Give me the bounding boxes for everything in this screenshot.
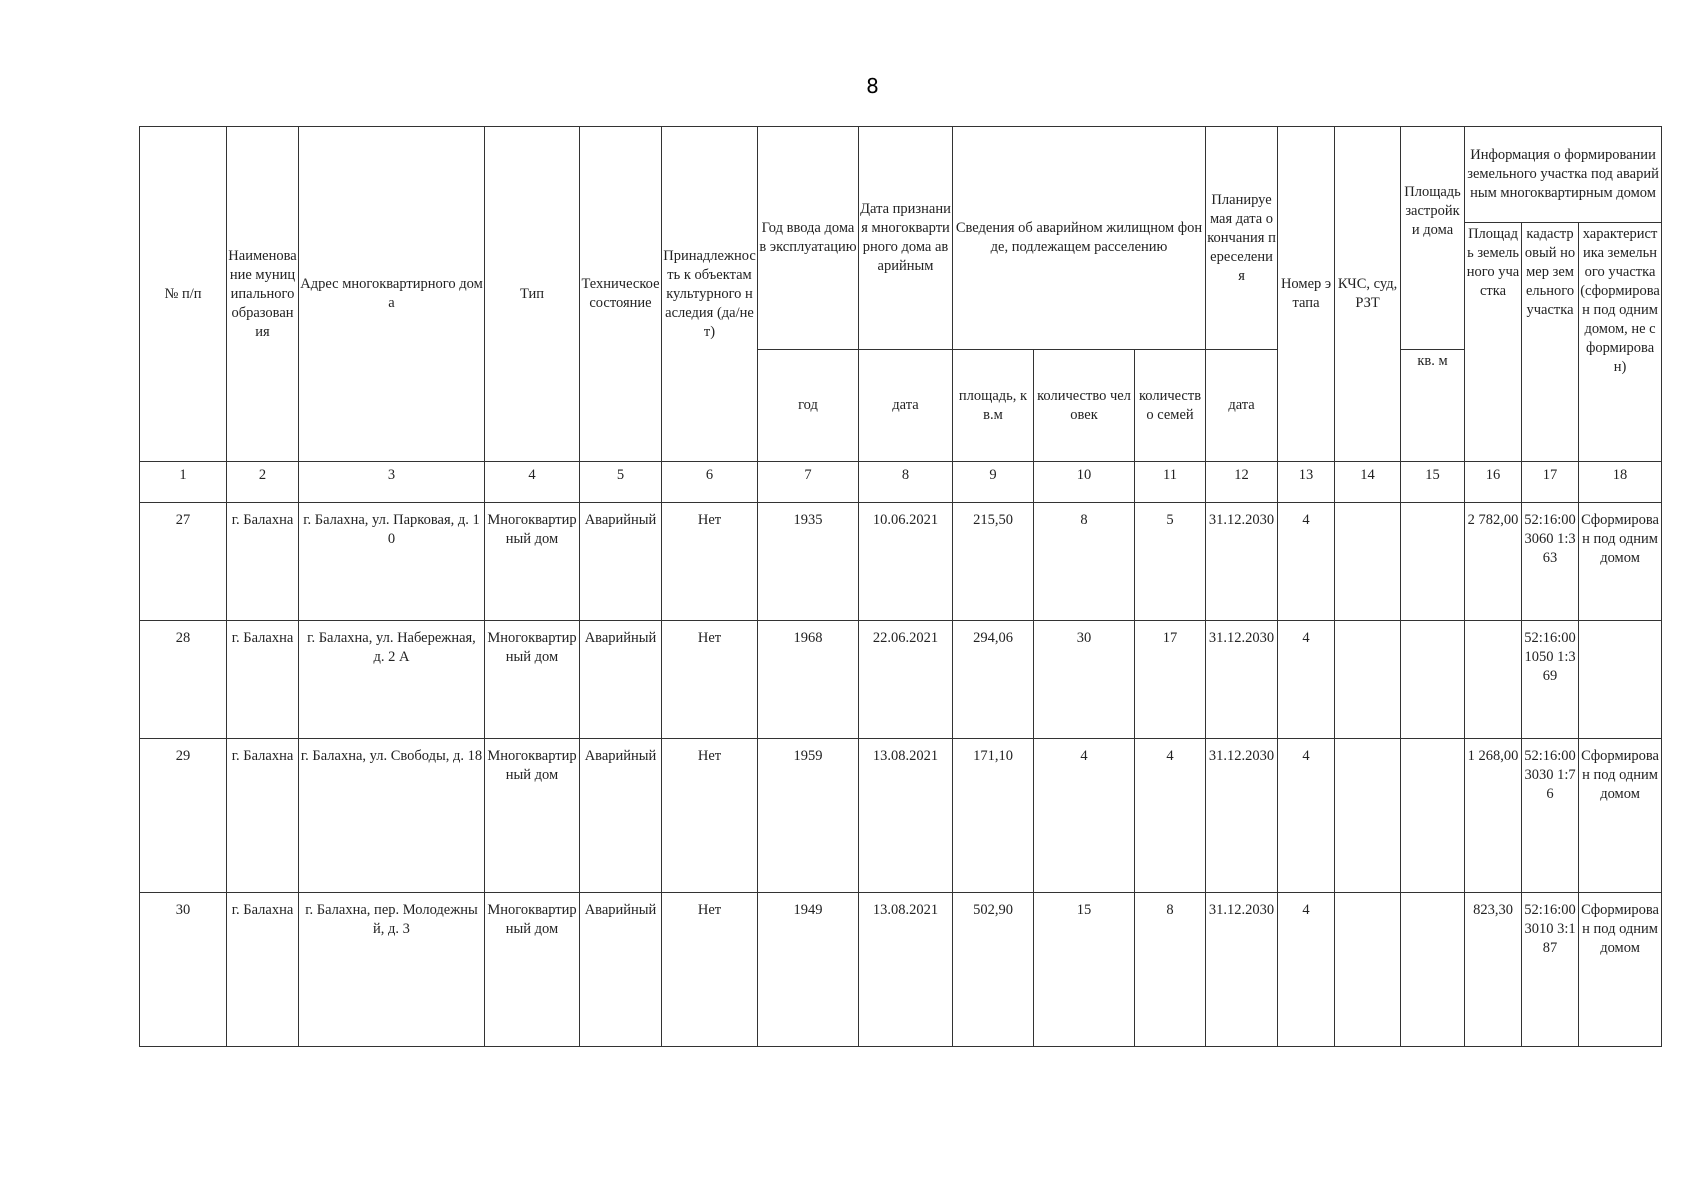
cell-plan-date: 31.12.2030 xyxy=(1206,739,1278,893)
cell-address: г. Балахна, ул. Набережная, д. 2 А xyxy=(299,621,485,739)
cell-land-char xyxy=(1579,621,1662,739)
cell-build-area xyxy=(1401,739,1465,893)
cell-address: г. Балахна, ул. Парковая, д. 10 xyxy=(299,503,485,621)
header-land-char: характеристика земельного участка (сформирован под одним домом, не сформирован) xyxy=(1579,223,1662,462)
header-num: № п/п xyxy=(140,127,227,462)
cell-land-area: 823,30 xyxy=(1465,893,1522,1047)
column-number: 6 xyxy=(662,462,758,503)
header-year: Год ввода дома в эксплуатацию xyxy=(758,127,859,350)
cell-cadastral: 52:16:001050 1:369 xyxy=(1522,621,1579,739)
column-number: 16 xyxy=(1465,462,1522,503)
cell-type: Многоквартирный дом xyxy=(485,893,580,1047)
cell-stage: 4 xyxy=(1278,621,1335,739)
cell-kchs xyxy=(1335,893,1401,1047)
table-row xyxy=(140,503,1662,621)
column-number: 18 xyxy=(1579,462,1662,503)
cell-year: 1935 xyxy=(758,503,859,621)
cell-state: Аварийный xyxy=(580,893,662,1047)
header-address: Адрес многоквартирного дома xyxy=(299,127,485,462)
header-cadastral: кадастровый номер земельного участка xyxy=(1522,223,1579,462)
subheader-year: год xyxy=(758,350,859,462)
cell-families: 17 xyxy=(1135,621,1206,739)
subheader-date: дата xyxy=(859,350,953,462)
cell-people: 8 xyxy=(1034,503,1135,621)
header-plan-date: Планируемая дата окончания переселения xyxy=(1206,127,1278,350)
header-stage: Номер этапа xyxy=(1278,127,1335,462)
cell-area: 294,06 xyxy=(953,621,1034,739)
column-number: 7 xyxy=(758,462,859,503)
header-land-area: Площадь земельного участка xyxy=(1465,223,1522,462)
cell-cadastral: 52:16:003010 3:187 xyxy=(1522,893,1579,1047)
cell-stage: 4 xyxy=(1278,503,1335,621)
cell-municipality: г. Балахна xyxy=(227,893,299,1047)
cell-people: 15 xyxy=(1034,893,1135,1047)
cell-plan-date: 31.12.2030 xyxy=(1206,503,1278,621)
cell-heritage: Нет xyxy=(662,739,758,893)
cell-state: Аварийный xyxy=(580,621,662,739)
table-row xyxy=(140,893,1662,1047)
cell-stage: 4 xyxy=(1278,739,1335,893)
cell-land-area xyxy=(1465,621,1522,739)
subheader-plan-date: дата xyxy=(1206,350,1278,462)
cell-heritage: Нет xyxy=(662,893,758,1047)
cell-type: Многоквартирный дом xyxy=(485,621,580,739)
cell-num: 28 xyxy=(140,621,227,739)
cell-municipality: г. Балахна xyxy=(227,739,299,893)
header-land-group: Информация о формировании земельного участка под аварийным многоквартирным домом xyxy=(1465,127,1662,223)
cell-families: 5 xyxy=(1135,503,1206,621)
cell-kchs xyxy=(1335,503,1401,621)
cell-stage: 4 xyxy=(1278,893,1335,1047)
header-date: Дата признания многоквартирного дома аварийным xyxy=(859,127,953,350)
cell-state: Аварийный xyxy=(580,503,662,621)
header-heritage: Принадлежность к объектам культурного наследия (да/нет) xyxy=(662,127,758,462)
header-municipality: Наименование муниципального образования xyxy=(227,127,299,462)
cell-land-char: Сформирован под одним домом xyxy=(1579,739,1662,893)
subheader-build-area: кв. м xyxy=(1401,350,1465,462)
cell-kchs xyxy=(1335,739,1401,893)
cell-families: 8 xyxy=(1135,893,1206,1047)
cell-municipality: г. Балахна xyxy=(227,503,299,621)
header-kchs: КЧС, суд, РЗТ xyxy=(1335,127,1401,462)
cell-land-area: 2 782,00 xyxy=(1465,503,1522,621)
column-number: 13 xyxy=(1278,462,1335,503)
cell-land-area: 1 268,00 xyxy=(1465,739,1522,893)
cell-people: 30 xyxy=(1034,621,1135,739)
page-number: 8 xyxy=(866,74,879,98)
column-number: 11 xyxy=(1135,462,1206,503)
cell-area: 171,10 xyxy=(953,739,1034,893)
cell-date: 10.06.2021 xyxy=(859,503,953,621)
header-state: Техническое состояние xyxy=(580,127,662,462)
cell-cadastral: 52:16:003060 1:363 xyxy=(1522,503,1579,621)
cell-area: 502,90 xyxy=(953,893,1034,1047)
column-number: 1 xyxy=(140,462,227,503)
cell-date: 22.06.2021 xyxy=(859,621,953,739)
cell-address: г. Балахна, ул. Свободы, д. 18 xyxy=(299,739,485,893)
cell-people: 4 xyxy=(1034,739,1135,893)
cell-year: 1949 xyxy=(758,893,859,1047)
column-number: 14 xyxy=(1335,462,1401,503)
cell-heritage: Нет xyxy=(662,621,758,739)
emergency-housing-table xyxy=(139,126,1662,1047)
cell-plan-date: 31.12.2030 xyxy=(1206,893,1278,1047)
cell-date: 13.08.2021 xyxy=(859,893,953,1047)
column-number: 15 xyxy=(1401,462,1465,503)
column-number: 12 xyxy=(1206,462,1278,503)
cell-municipality: г. Балахна xyxy=(227,621,299,739)
cell-state: Аварийный xyxy=(580,739,662,893)
column-number: 10 xyxy=(1034,462,1135,503)
subheader-families: количество семей xyxy=(1135,350,1206,462)
column-number: 2 xyxy=(227,462,299,503)
cell-num: 29 xyxy=(140,739,227,893)
column-number: 9 xyxy=(953,462,1034,503)
cell-kchs xyxy=(1335,621,1401,739)
subheader-area: площадь, кв.м xyxy=(953,350,1034,462)
subheader-people: количество человек xyxy=(1034,350,1135,462)
column-number: 4 xyxy=(485,462,580,503)
cell-area: 215,50 xyxy=(953,503,1034,621)
cell-build-area xyxy=(1401,893,1465,1047)
cell-build-area xyxy=(1401,621,1465,739)
cell-heritage: Нет xyxy=(662,503,758,621)
header-type: Тип xyxy=(485,127,580,462)
table-row xyxy=(140,621,1662,739)
cell-num: 27 xyxy=(140,503,227,621)
cell-cadastral: 52:16:003030 1:76 xyxy=(1522,739,1579,893)
cell-address: г. Балахна, пер. Молодежный, д. 3 xyxy=(299,893,485,1047)
cell-build-area xyxy=(1401,503,1465,621)
header-build-area: Площадь застройки дома xyxy=(1401,127,1465,350)
column-number: 8 xyxy=(859,462,953,503)
cell-type: Многоквартирный дом xyxy=(485,503,580,621)
cell-num: 30 xyxy=(140,893,227,1047)
table-row xyxy=(140,739,1662,893)
cell-land-char: Сформирован под одним домом xyxy=(1579,893,1662,1047)
column-number: 17 xyxy=(1522,462,1579,503)
column-numbers-row xyxy=(140,462,1662,503)
cell-land-char: Сформирован под одним домом xyxy=(1579,503,1662,621)
cell-year: 1959 xyxy=(758,739,859,893)
column-number: 3 xyxy=(299,462,485,503)
cell-plan-date: 31.12.2030 xyxy=(1206,621,1278,739)
header-emergency-group: Сведения об аварийном жилищном фонде, подлежащем расселению xyxy=(953,127,1206,350)
cell-type: Многоквартирный дом xyxy=(485,739,580,893)
column-number: 5 xyxy=(580,462,662,503)
cell-year: 1968 xyxy=(758,621,859,739)
cell-families: 4 xyxy=(1135,739,1206,893)
cell-date: 13.08.2021 xyxy=(859,739,953,893)
